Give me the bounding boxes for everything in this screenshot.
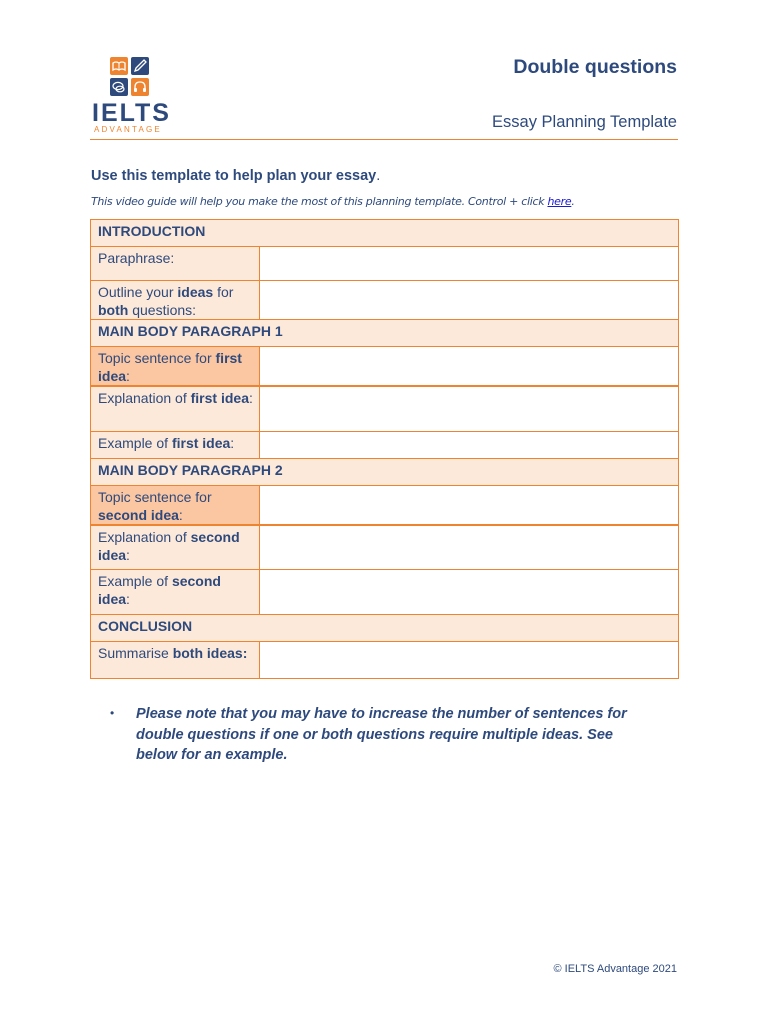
expl2-label-part: Explanation of <box>98 528 191 545</box>
summarise-label <box>91 642 260 679</box>
essay-planning-table <box>90 219 679 679</box>
ex1-label-part: : <box>230 434 235 451</box>
section-main-body-1: MAIN BODY PARAGRAPH 1 <box>91 320 679 347</box>
expl1-label-part: Explanation of <box>98 390 191 406</box>
instructions-heading <box>91 168 380 184</box>
ielts-advantage-logo <box>92 57 172 134</box>
table-row <box>91 347 679 387</box>
example-1-field[interactable] <box>260 431 679 458</box>
expl2-label-part: : <box>126 546 130 563</box>
pen-icon <box>131 57 149 75</box>
table-row <box>91 525 679 570</box>
topic-sentence-1-label <box>91 347 260 387</box>
explanation-2-field[interactable] <box>260 525 679 570</box>
summarise-label-part: Summarise <box>98 645 173 661</box>
header-divider <box>90 139 678 140</box>
outline-label-part: Outline your <box>98 284 178 300</box>
explanation-1-field[interactable] <box>260 386 679 431</box>
topic-sentence-2-label <box>91 485 260 525</box>
document-subtitle: Essay Planning Template <box>492 113 677 131</box>
summarise-label-bold: both ideas <box>172 645 243 661</box>
document-title: Double questions <box>513 56 677 78</box>
ex1-label-part: Example of <box>98 434 172 451</box>
section-conclusion: CONCLUSION <box>91 615 679 642</box>
note-list-item <box>110 704 650 766</box>
expl1-label-part: : <box>248 390 253 406</box>
outline-label-bold: ideas <box>177 284 214 300</box>
table-row <box>91 281 679 320</box>
table-row <box>91 247 679 281</box>
topic1-label-part: : <box>126 368 130 384</box>
summarise-field[interactable] <box>260 642 679 679</box>
section-introduction: INTRODUCTION <box>91 220 679 247</box>
note-text: Please note that you may have to increase the number of sentences for double questions if one or both questions require multiple ideas. See below for an example. <box>136 706 627 763</box>
paraphrase-label: Paraphrase: <box>91 247 260 281</box>
instructions-heading-period: . <box>376 168 381 184</box>
bullet-icon: • <box>110 706 115 720</box>
example-2-field[interactable] <box>260 570 679 615</box>
topic2-label-part: Topic sentence for <box>98 488 212 505</box>
topic1-label-bold: first idea <box>98 350 242 384</box>
table-row <box>91 431 679 458</box>
summarise-label-bold: : <box>242 645 248 661</box>
outline-label-part: for <box>213 284 234 300</box>
example-1-label <box>91 431 260 458</box>
topic-sentence-1-field[interactable] <box>260 347 679 387</box>
ex2-label-part: : <box>126 591 130 607</box>
topic2-label-part: : <box>178 506 183 523</box>
video-note-prefix: This video guide will help you make the most of this planning template. Control + click <box>91 195 548 208</box>
book-icon <box>110 57 128 75</box>
expl1-label-bold: first idea <box>190 390 249 406</box>
logo-subword: ADVANTAGE <box>94 125 162 134</box>
outline-label-part: questions: <box>128 302 197 318</box>
video-guide-link[interactable]: here <box>547 195 572 208</box>
explanation-2-label <box>91 525 260 570</box>
topic1-label-part: Topic sentence for <box>98 350 216 366</box>
table-row <box>91 386 679 431</box>
logo-icons <box>110 57 150 97</box>
video-guide-note <box>91 195 575 208</box>
copyright-footer: © IELTS Advantage 2021 <box>553 963 677 975</box>
speech-bubble-icon <box>110 78 128 96</box>
outline-label-bold: both <box>98 302 129 318</box>
table-row <box>91 320 679 347</box>
table-row <box>91 485 679 525</box>
ex2-label-bold: second idea <box>98 573 221 607</box>
headphones-icon <box>131 78 149 96</box>
table-row <box>91 570 679 615</box>
table-row <box>91 458 679 485</box>
paraphrase-field[interactable] <box>260 247 679 281</box>
example-2-label <box>91 570 260 615</box>
outline-field[interactable] <box>260 281 679 320</box>
expl2-label-bold: second idea <box>98 528 240 563</box>
instructions-heading-text: Use this template to help plan your essay <box>91 168 377 184</box>
section-main-body-2: MAIN BODY PARAGRAPH 2 <box>91 458 679 485</box>
table-row <box>91 615 679 642</box>
logo-word: IELTS <box>92 99 171 127</box>
video-note-suffix: . <box>571 195 575 208</box>
table-row <box>91 220 679 247</box>
table-row <box>91 642 679 679</box>
ex1-label-bold: first idea <box>171 434 231 451</box>
ex2-label-part: Example of <box>98 573 172 589</box>
topic-sentence-2-field[interactable] <box>260 485 679 525</box>
outline-label <box>91 281 260 320</box>
topic2-label-bold: second idea <box>98 506 179 523</box>
explanation-1-label <box>91 386 260 431</box>
